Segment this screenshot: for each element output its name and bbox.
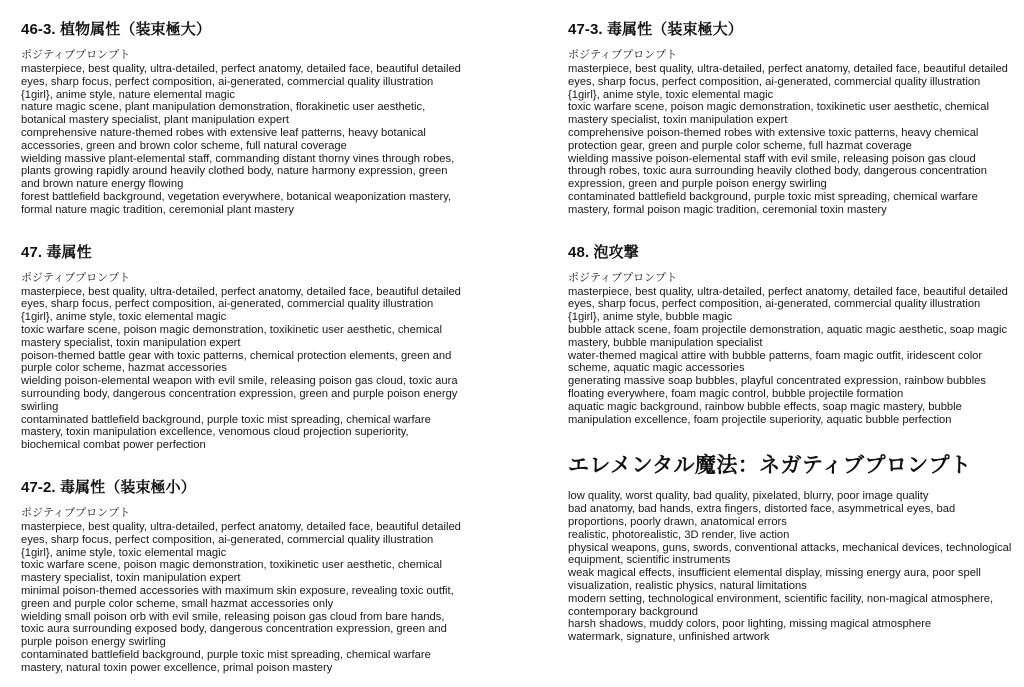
prompt-line: watermark, signature, unfinished artwork <box>568 631 770 644</box>
prompt-line: comprehensive nature-themed robes with extensive leaf patterns, heavy botanical accessories, green and brown color scheme, full natural coverage <box>21 126 426 152</box>
prompt-line: water-themed magical attire with bubble patterns, foam magic outfit, iridescent color scheme, aquatic magic accessories <box>568 349 983 375</box>
prompt-line: masterpiece, best quality, ultra-detailed, perfect anatomy, detailed face, beautiful detailed eyes, sharp focus, perfect composition, ai-generated, commercial quality illustration <box>21 520 461 546</box>
prompt-line-list <box>21 286 520 452</box>
positive-prompt-label: ポジティブプロンプト <box>21 271 131 284</box>
prompt-line: poison-themed battle gear with toxic patterns, chemical protection elements, green and purple color scheme, hazmat accessories <box>21 349 452 375</box>
section-heading: 47. 毒属性 <box>21 243 92 261</box>
positive-prompt-label: ポジティブプロンプト <box>568 271 678 284</box>
prompt-line: toxic warfare scene, poison magic demonstration, toxikinetic user aesthetic, chemical mastery specialist, toxin manipulation expert <box>568 101 989 127</box>
section-heading: 48. 泡攻撃 <box>568 243 639 261</box>
prompt-line: generating massive soap bubbles, playful concentrated expression, rainbow bubbles floating everywhere, foam magic control, bubble projectile formation <box>568 375 986 400</box>
positive-prompt-label: ポジティブプロンプト <box>21 506 131 519</box>
prompt-section <box>568 243 1024 427</box>
positive-prompt-label: ポジティブプロンプト <box>568 49 678 61</box>
section-heading: 47-3. 毒属性（装束極大） <box>568 21 743 38</box>
prompt-line: {1girl}, anime style, toxic elemental magic <box>568 88 774 101</box>
prompt-line: physical weapons, guns, swords, conventional attacks, mechanical devices, technological equipment, scientific instruments <box>568 541 1012 567</box>
section-heading: 47-2. 毒属性（装束極小） <box>21 478 196 496</box>
prompt-line: contaminated battlefield background, purple toxic mist spreading, chemical warfare mastery, toxin manipulation excellence, venomous cloud projection superiority, biochemical combat power perfection <box>21 413 431 452</box>
prompt-line: masterpiece, best quality, ultra-detailed, perfect anatomy, detailed face, beautiful detailed eyes, sharp focus, perfect composition, ai-generated, commercial quality illustration <box>568 63 1008 88</box>
prompt-line: wielding massive poison-elemental staff with evil smile, releasing poison gas cloud through robes, toxic aura surrounding heavily clothed body, dangerous concentration expression, green and purple poison energy swirling <box>568 152 987 191</box>
prompt-line: wielding small poison orb with evil smile, releasing poison gas cloud from bare hands, toxic aura surrounding exposed body, dangerous concentration expression, green and purple poison energy swirling <box>21 610 447 649</box>
section-heading: 46-3. 植物属性（装束極大） <box>21 21 211 38</box>
prompt-line: toxic warfare scene, poison magic demonstration, toxikinetic user aesthetic, chemical mastery specialist, toxin manipulation expert <box>21 323 442 349</box>
prompt-section <box>568 20 1024 217</box>
prompt-line: low quality, worst quality, bad quality, pixelated, blurry, poor image quality <box>568 490 929 503</box>
prompt-line: modern setting, technological environment, scientific facility, non-magical atmosphere, contemporary background <box>568 592 994 618</box>
prompt-section <box>568 452 1024 644</box>
prompt-line: forest battlefield background, vegetation everywhere, botanical weaponization mastery, formal nature magic tradition, ceremonial plant mastery <box>21 190 452 216</box>
prompt-line: {1girl}, anime style, nature elemental magic <box>21 88 235 101</box>
prompt-line: minimal poison-themed accessories with maximum skin exposure, revealing toxic outfit, green and purple color scheme, small hazmat accessories only <box>21 584 454 610</box>
prompt-line: masterpiece, best quality, ultra-detailed, perfect anatomy, detailed face, beautiful detailed eyes, sharp focus, perfect composition, ai-generated, commercial quality illustration <box>21 63 461 88</box>
prompt-line-list <box>21 521 520 675</box>
left-column <box>0 0 520 674</box>
prompt-line-list <box>21 63 520 217</box>
prompt-line: nature magic scene, plant manipulation demonstration, florakinetic user aesthetic, botanical mastery specialist, plant manipulation expert <box>21 101 426 127</box>
positive-prompt-label: ポジティブプロンプト <box>21 49 131 61</box>
prompt-line: toxic warfare scene, poison magic demonstration, toxikinetic user aesthetic, chemical mastery specialist, toxin manipulation expert <box>21 559 442 585</box>
prompt-line: bad anatomy, bad hands, extra fingers, distorted face, asymmetrical eyes, bad proportions, poorly drawn, anatomical errors <box>568 503 956 528</box>
prompt-section <box>21 243 520 452</box>
prompt-line-list <box>568 490 1024 644</box>
prompt-line-list <box>568 286 1024 427</box>
prompt-line: masterpiece, best quality, ultra-detailed, perfect anatomy, detailed face, beautiful detailed eyes, sharp focus, perfect composition, ai-generated, commercial quality illustration <box>568 285 1008 311</box>
prompt-line: weak magical effects, insufficient elemental display, missing energy aura, poor spell visualization, realistic physics, natural limitations <box>568 567 981 592</box>
prompt-line: contaminated battlefield background, purple toxic mist spreading, chemical warfare mastery, natural toxin power excellence, primal poison mastery <box>21 648 431 674</box>
prompt-line: contaminated battlefield background, purple toxic mist spreading, chemical warfare mastery, formal poison magic tradition, ceremonial toxin mastery <box>568 190 978 216</box>
prompt-section <box>21 20 520 217</box>
prompt-section <box>21 478 520 675</box>
prompt-line: aquatic magic background, rainbow bubble effects, soap magic mastery, bubble manipulation excellence, foam projectile superiority, aquatic bubble perfection <box>568 400 962 426</box>
prompt-line: comprehensive poison-themed robes with extensive toxic patterns, heavy chemical protection gear, green and purple color scheme, full hazmat coverage <box>568 126 979 152</box>
right-column <box>547 0 1024 644</box>
prompt-line: wielding poison-elemental weapon with evil smile, releasing poison gas cloud, toxic aura surrounding body, dangerous concentration expression, green and purple poison energy swirling <box>21 375 458 413</box>
prompt-line: realistic, photorealistic, 3D render, live action <box>568 528 790 541</box>
prompt-line: {1girl}, anime style, bubble magic <box>568 311 733 324</box>
prompt-line: {1girl}, anime style, toxic elemental magic <box>21 546 227 559</box>
prompt-line: wielding massive plant-elemental staff, commanding distant thorny vines through robes, plants growing rapidly around heavily clothed body, nature harmony expression, green and brown nature energy flowing <box>21 152 455 191</box>
prompt-line: {1girl}, anime style, toxic elemental magic <box>21 311 227 324</box>
prompt-line: harsh shadows, muddy colors, poor lighting, missing magical atmosphere <box>568 618 932 631</box>
prompt-line-list <box>568 63 1024 217</box>
prompt-line: masterpiece, best quality, ultra-detailed, perfect anatomy, detailed face, beautiful detailed eyes, sharp focus, perfect composition, ai-generated, commercial quality illustration <box>21 285 461 311</box>
section-heading: エレメンタル魔法：ネガティブプロンプト <box>568 454 972 478</box>
prompt-line: bubble attack scene, foam projectile demonstration, aquatic magic aesthetic, soap magic mastery, bubble manipulation specialist <box>568 323 1008 349</box>
